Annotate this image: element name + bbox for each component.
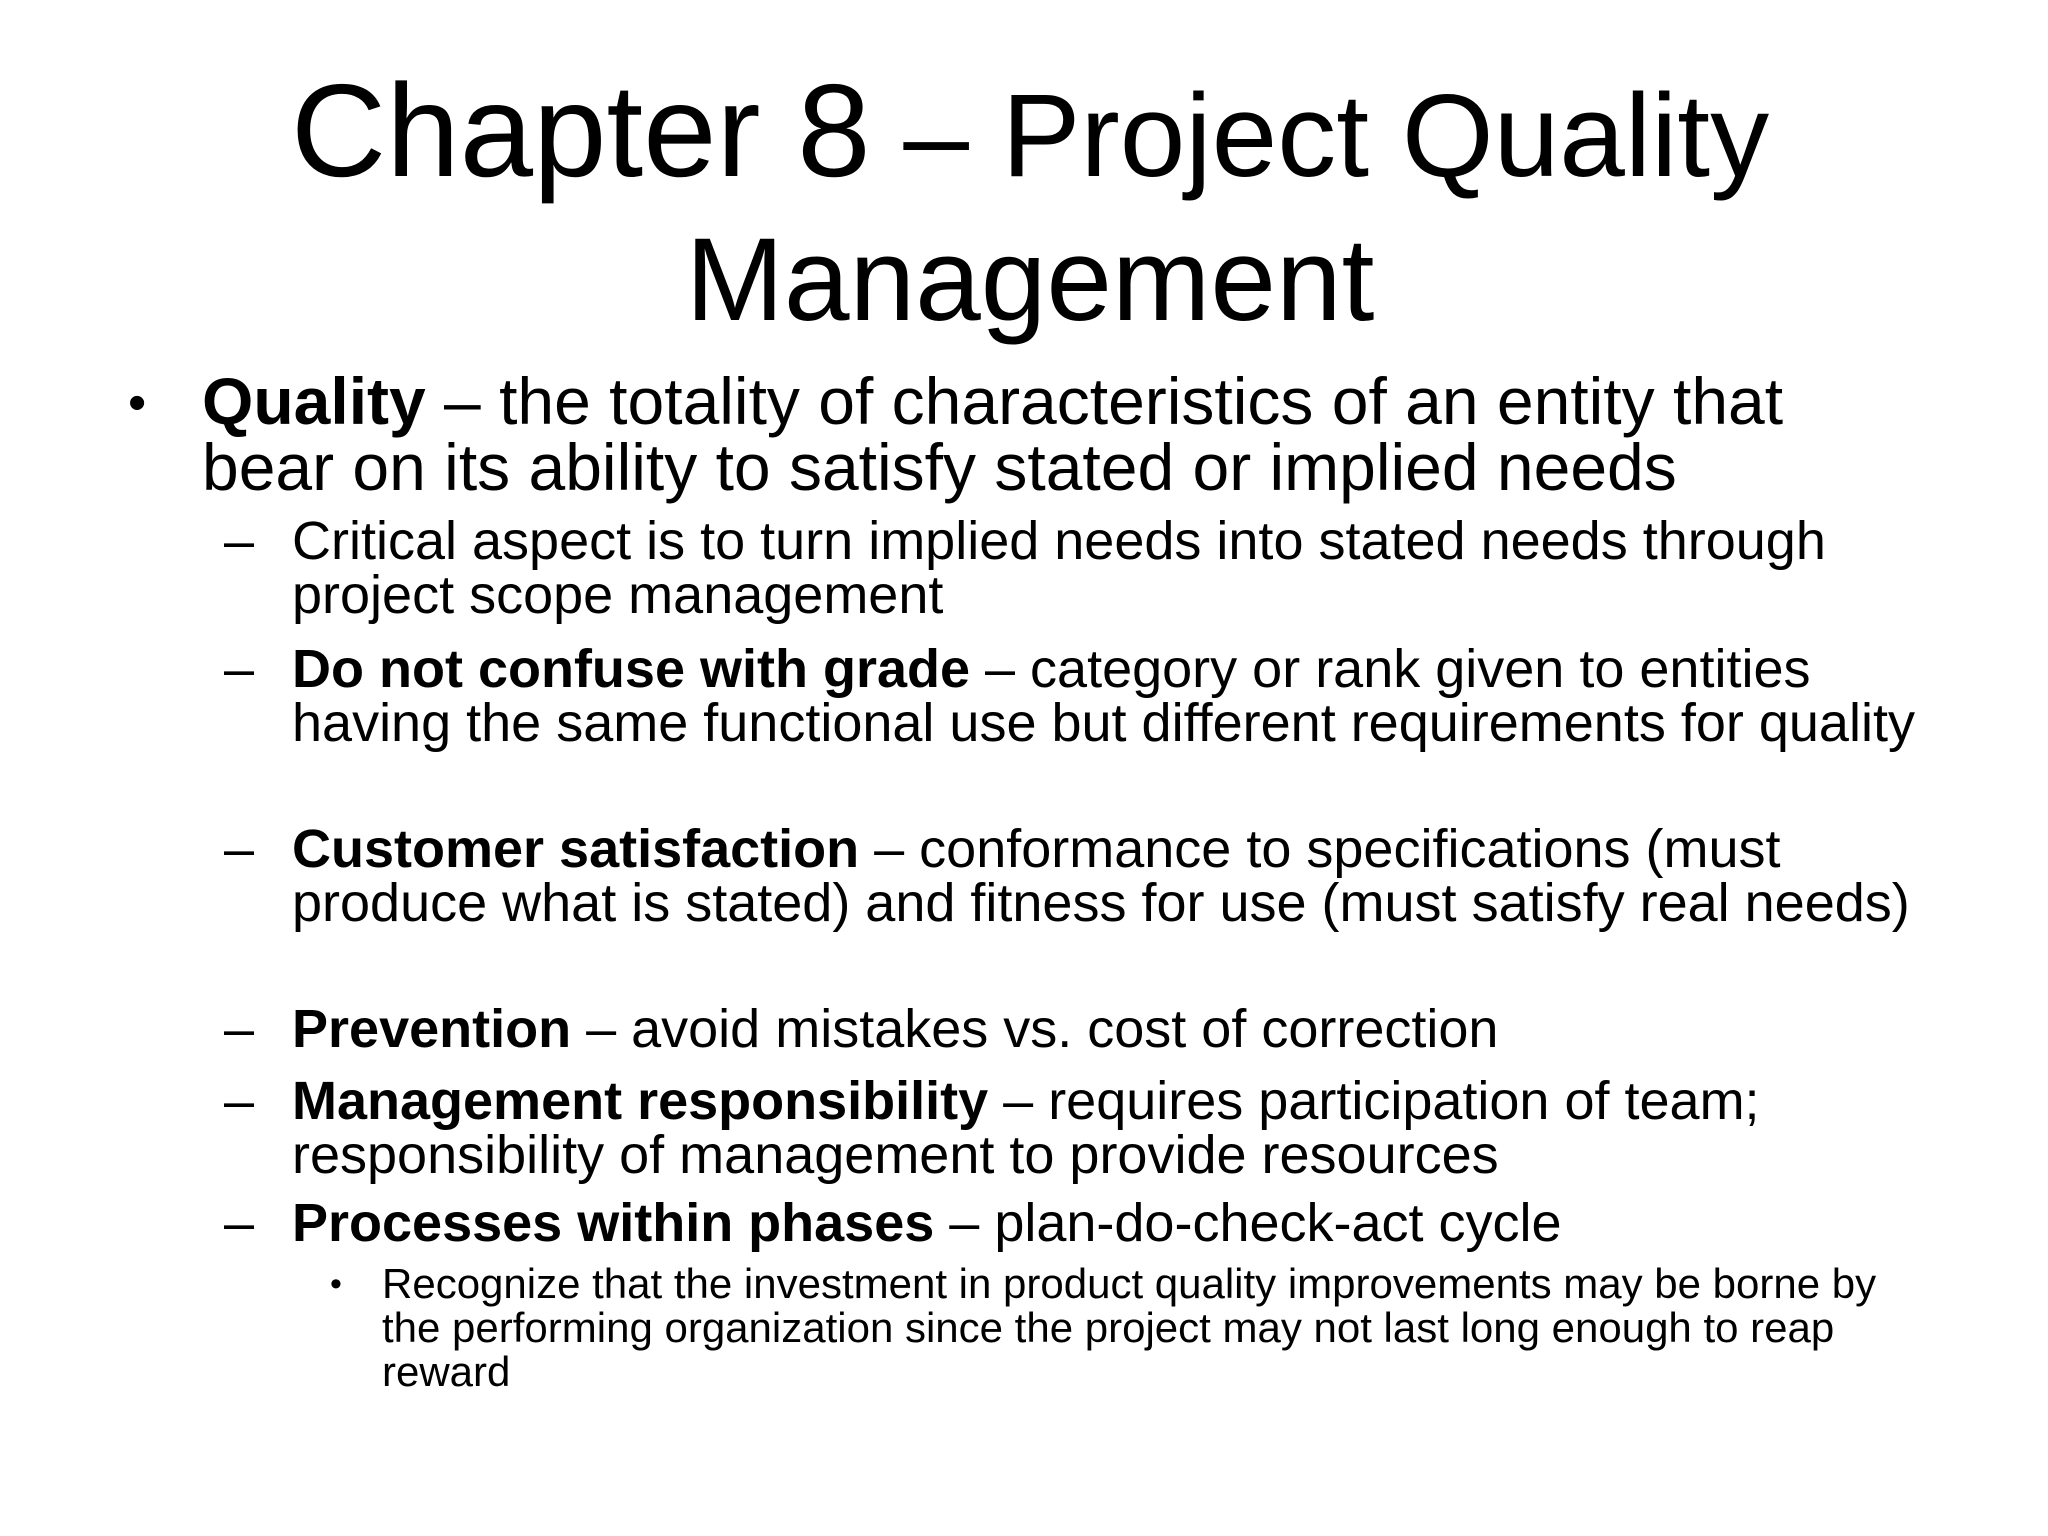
term-customer-satisfaction: Customer satisfaction — [292, 819, 860, 879]
dash-icon: – — [224, 999, 255, 1059]
title-chapter: Chapter 8 — [290, 57, 871, 204]
dash-icon: – — [224, 819, 255, 879]
small-bullet-icon: • — [330, 1265, 342, 1303]
dash-icon: – — [224, 1193, 255, 1253]
term-prevention: Prevention — [292, 999, 572, 1059]
definition-quality: – the totality of characteristics of an entity that bear on its ability to satisfy stated or implied needs — [202, 364, 1784, 504]
sub-item-text: Processes within phases – plan-do-check-act cycle — [292, 1193, 1562, 1253]
term-processes-within-phases: Processes within phases — [292, 1193, 935, 1253]
sub-item-text: Prevention – avoid mistakes vs. cost of correction — [292, 999, 1499, 1059]
term-management-responsibility: Management responsibility — [292, 1071, 989, 1131]
term-grade: Do not confuse with grade — [292, 639, 971, 699]
sub-sub-item-text: Recognize that the investment in product quality improvements may be borne by the performing organization since the project may not last long enough to reap reward — [382, 1260, 1877, 1395]
sub-item-text: Management responsibility – requires participation of team; responsibility of management to provide resources — [292, 1071, 1760, 1185]
dash-icon: – — [224, 1071, 255, 1131]
sub-item-text: Do not confuse with grade – category or rank given to entities having the same functional use but different requirements for quality — [292, 639, 1915, 753]
term-quality: Quality — [202, 364, 426, 438]
slide-title — [180, 57, 1880, 351]
bullet-dot-icon: • — [128, 374, 147, 432]
sub-item-text: Customer satisfaction – conformance to specifications (must produce what is stated) and fitness for use (must satisfy real needs) — [292, 819, 1910, 933]
dash-icon: – — [224, 639, 255, 699]
bullet-quality-text — [202, 364, 1902, 504]
dash-icon: – — [224, 511, 255, 571]
sub-item-text: Critical aspect is to turn implied needs into stated needs through project scope management — [292, 511, 1826, 625]
title-topic: – Project Quality Management — [685, 70, 1770, 346]
